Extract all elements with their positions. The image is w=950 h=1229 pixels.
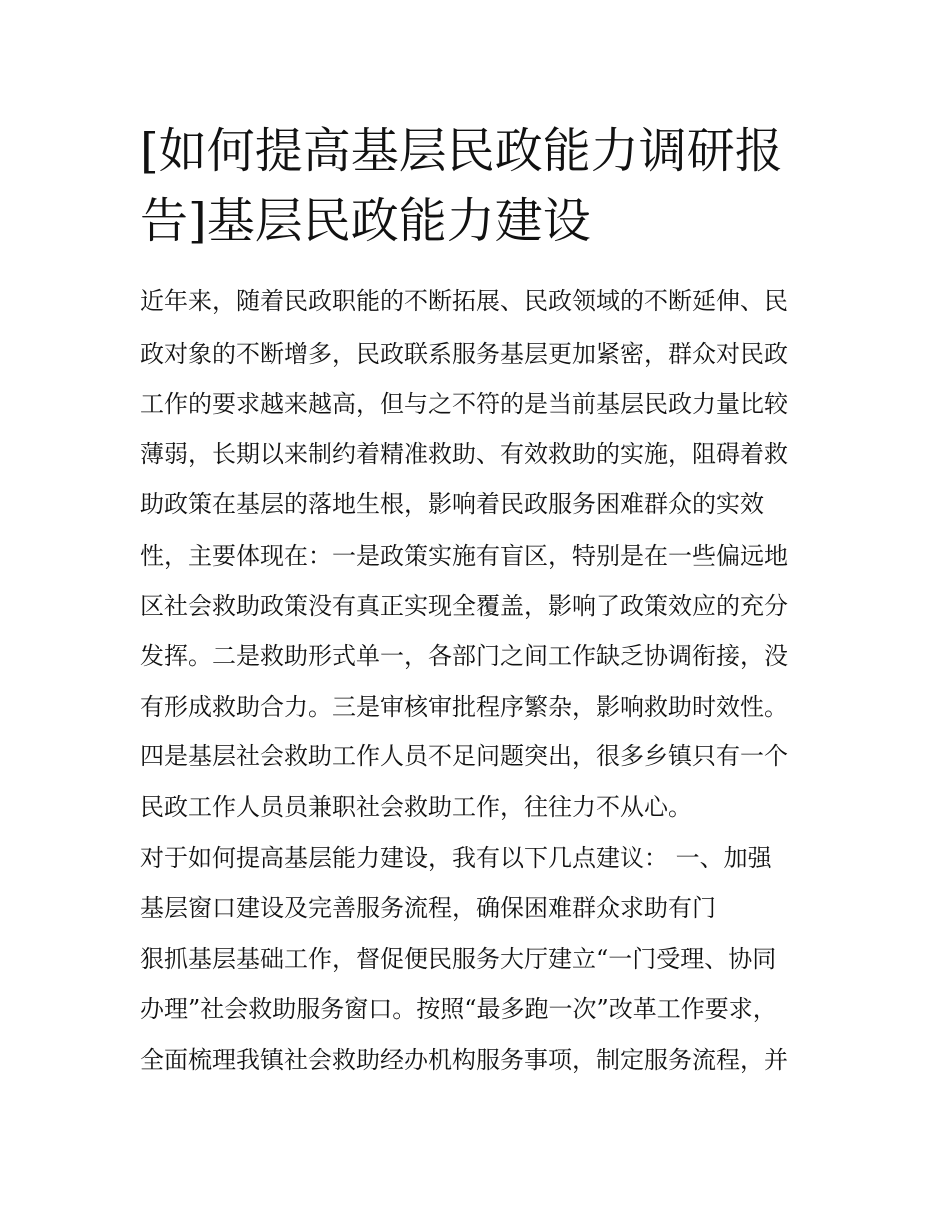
body-line: 助政策在基层的落地生根，影响着民政服务困难群众的实效: [140, 490, 764, 518]
body-line: 狠抓基层基础工作，督促便民服务大厅建立“一门受理、协同: [140, 945, 777, 973]
body-line: 基层窗口建设及完善服务流程，确保困难群众求助有门: [140, 894, 716, 922]
body-line: 办理”社会救助服务窗口。按照“最多跑一次”改革工作要求，: [140, 995, 777, 1023]
body-line: 薄弱，长期以来制约着精准救助、有效救助的实施，阻碍着救: [140, 440, 788, 468]
body-line: 对于如何提高基层能力建设，我有以下几点建议： 一、加强: [140, 844, 772, 872]
body-line: 四是基层社会救助工作人员不足问题突出，很多乡镇只有一个: [140, 742, 788, 770]
body-line: 民政工作人员员兼职社会救助工作，往往力不从心。: [140, 793, 692, 821]
body-line: 有形成救助合力。三是审核审批程序繁杂，影响救助时效性。: [140, 693, 788, 721]
body-line: 政对象的不断增多，民政联系服务基层更加紧密，群众对民政: [140, 340, 788, 368]
document-title: [如何提高基层民政能力调研报告]基层民政能力建设: [140, 123, 783, 249]
body-line: 性，主要体现在：一是政策实施有盲区，特别是在一些偏远地: [140, 542, 788, 570]
body-line: 近年来，随着民政职能的不断拓展、民政领域的不断延伸、民: [140, 287, 788, 315]
body-line: 全面梳理我镇社会救助经办机构服务事项，制定服务流程，并: [140, 1046, 788, 1074]
body-line: 区社会救助政策没有真正实现全覆盖，影响了政策效应的充分: [140, 592, 788, 620]
body-line: 工作的要求越来越高，但与之不符的是当前基层民政力量比较: [140, 390, 788, 418]
body-line: 发挥。二是救助形式单一，各部门之间工作缺乏协调衔接，没: [140, 642, 788, 670]
